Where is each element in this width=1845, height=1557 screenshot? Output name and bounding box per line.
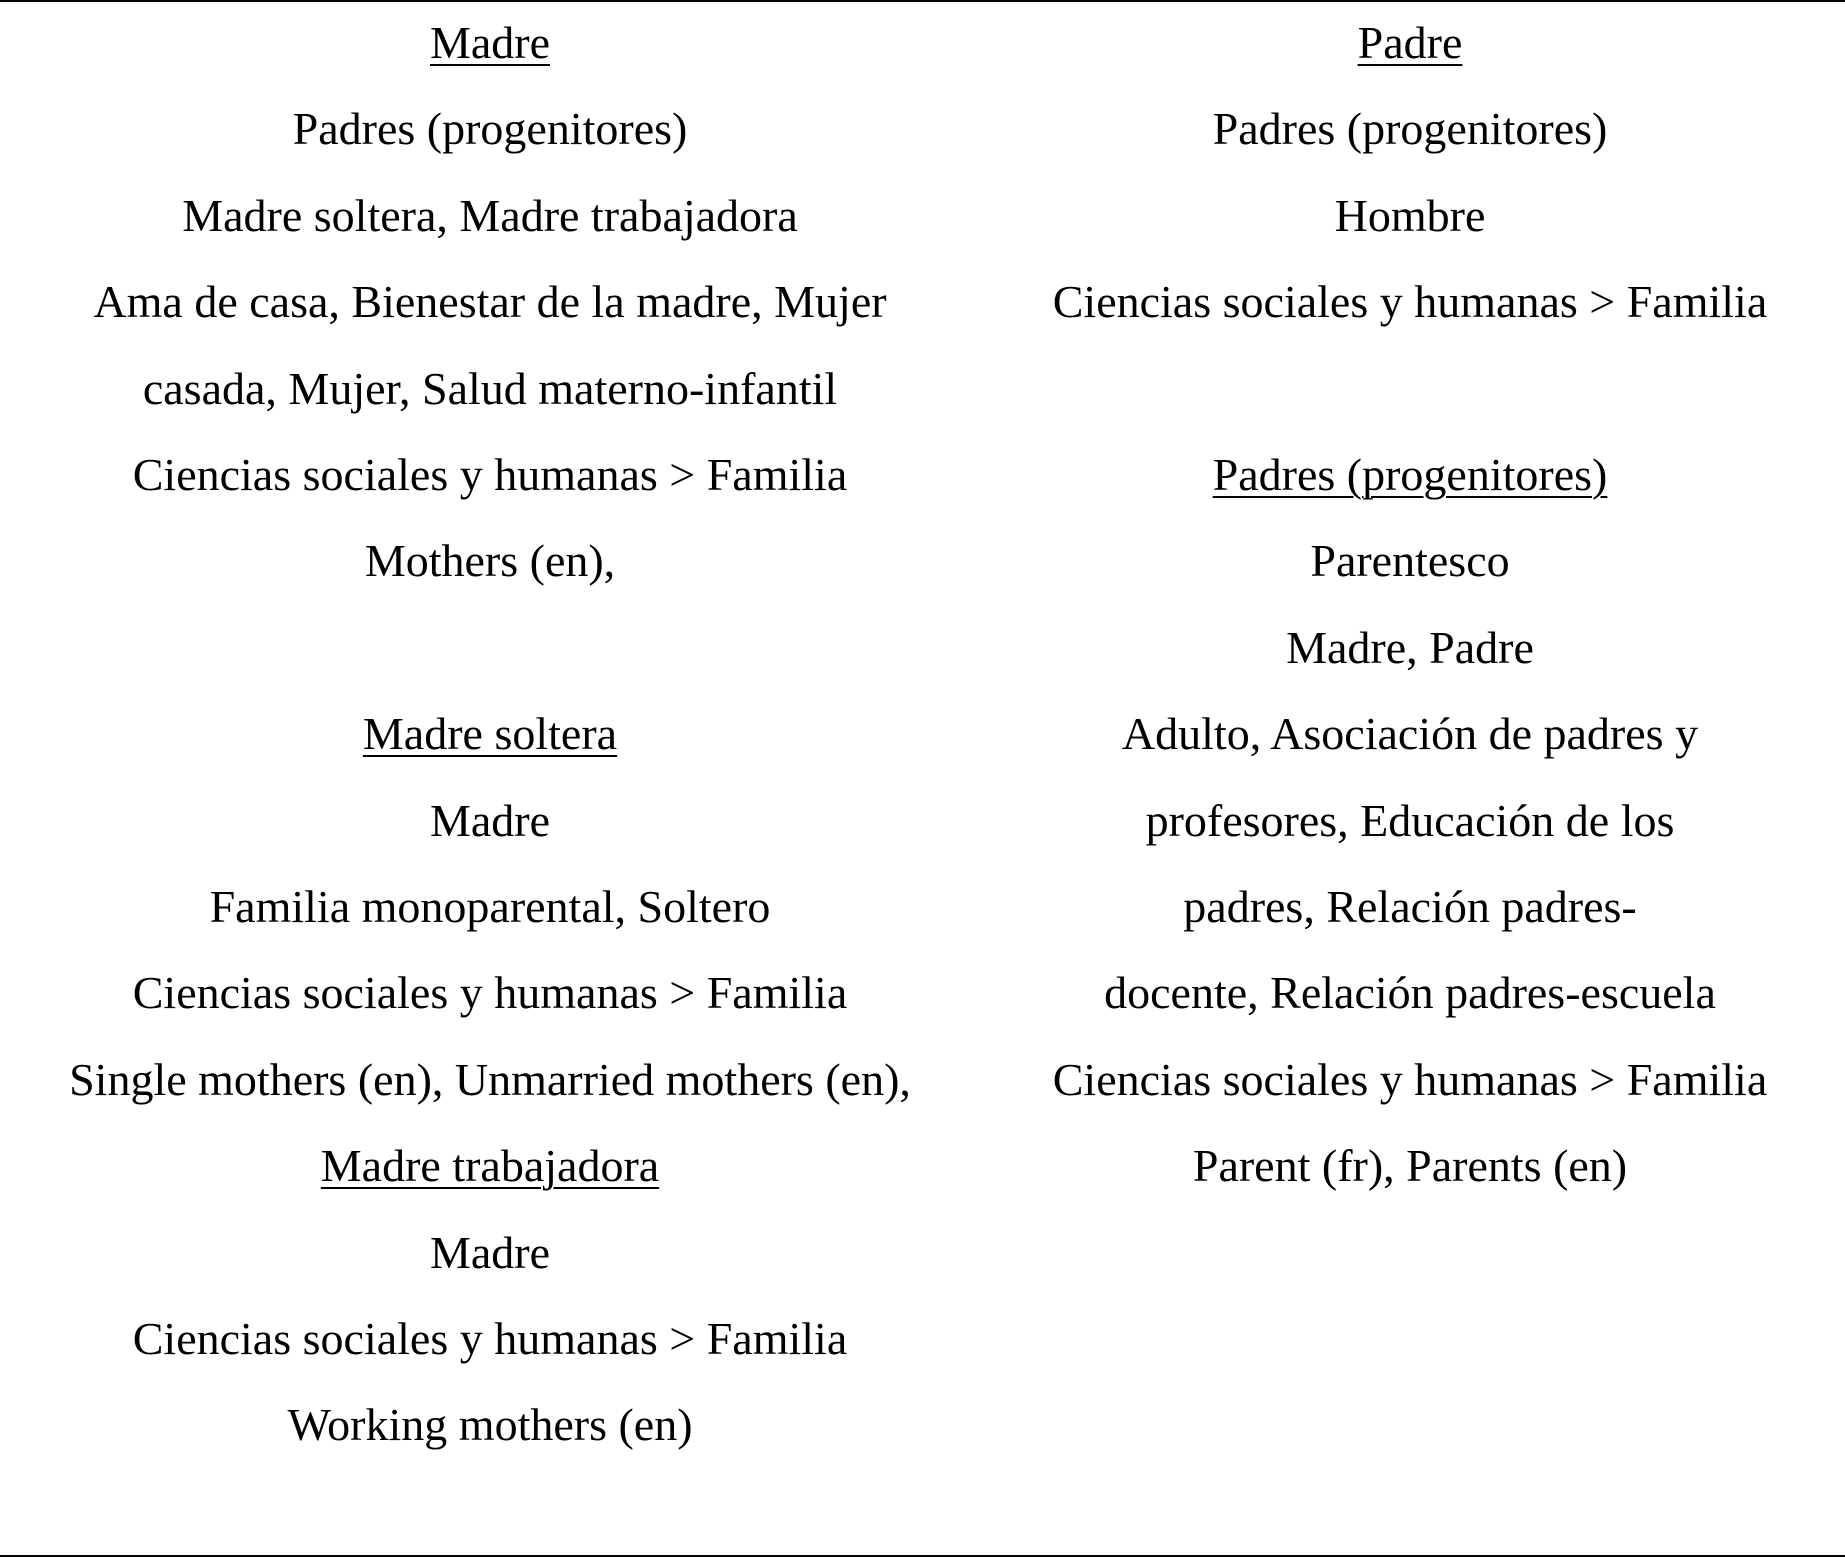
entry-line: Padres (progenitores)	[1212, 103, 1608, 155]
entry-line: Ciencias sociales y humanas > Familia	[1052, 1053, 1768, 1105]
entry-line: Single mothers (en), Unmarried mothers (en),	[69, 1053, 911, 1105]
entry-line: Ciencias sociales y humanas > Familia	[1052, 276, 1768, 328]
entry-term-padres-progenitores: Padres (progenitores)	[1212, 449, 1608, 501]
entry-term-padre: Padre	[1357, 17, 1463, 68]
entry-term-madre-trabajadora: Madre trabajadora	[320, 1140, 660, 1192]
entry-line: Parentesco	[1310, 535, 1510, 587]
entry-line: Madre soltera, Madre trabajadora	[182, 189, 798, 241]
entry-term-madre: Madre	[429, 17, 551, 68]
entry-line: docente, Relación padres-escuela	[1104, 967, 1716, 1019]
entry-line: Ciencias sociales y humanas > Familia	[132, 967, 848, 1019]
entry-line: Ciencias sociales y humanas > Familia	[132, 449, 848, 501]
entry-line: Parent (fr), Parents (en)	[1192, 1140, 1628, 1192]
entry-line: Madre	[429, 1226, 551, 1278]
entry-spacer	[1000, 346, 1820, 432]
entry-line: Madre	[429, 794, 551, 846]
right-column	[1000, 0, 1820, 1210]
entry-line: Ama de casa, Bienestar de la madre, Mujer	[93, 276, 887, 328]
entry-line: Mothers (en),	[364, 535, 616, 587]
entry-term-madre-soltera: Madre soltera	[362, 708, 618, 760]
entry-line: Padres (progenitores)	[292, 103, 688, 155]
entry-line: casada, Mujer, Salud materno-infantil	[142, 362, 838, 414]
entry-line: Working mothers (en)	[287, 1399, 693, 1451]
entry-line: profesores, Educación de los	[1145, 794, 1675, 846]
entry-line: Hombre	[1334, 189, 1486, 241]
entry-line: Madre, Padre	[1286, 621, 1534, 673]
entry-spacer	[0, 605, 980, 691]
entry-line: Ciencias sociales y humanas > Familia	[132, 1313, 848, 1365]
entry-line: padres, Relación padres-	[1183, 881, 1637, 933]
entry-line: Adulto, Asociación de padres y	[1121, 708, 1699, 760]
entry-line: Familia monoparental, Soltero	[209, 881, 771, 933]
